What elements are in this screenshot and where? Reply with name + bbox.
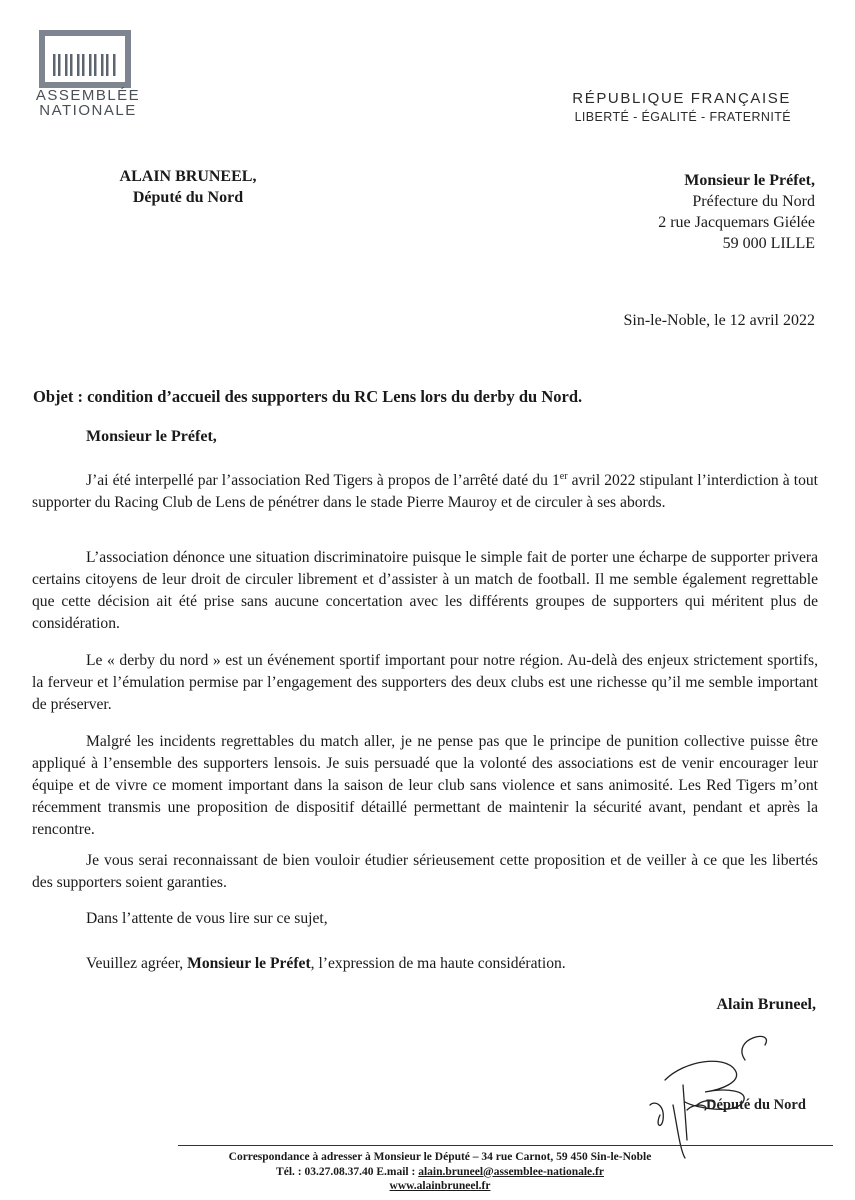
closing-formula-part-2: , l’expression de ma haute considération. [310, 955, 566, 972]
signature-role: Député du Nord [706, 1097, 806, 1113]
paragraph-2-text: L’association dénonce une situation discriminatoire puisque le simple fait de porter une écharpe de supporter privera certains citoyens de leur droit de circuler librement et d’assister à un match de football. Il me semble également regrettable que cette décision ait été prise sans aucune concertation avec les différents groupes de supporters qui méritent plus de considération. [32, 549, 818, 632]
handwritten-signature [625, 1030, 785, 1160]
republic-title: RÉPUBLIQUE FRANÇAISE [572, 90, 791, 107]
paragraph-5-text: Je vous serai reconnaissant de bien vouloir étudier sérieusement cette proposition et de veiller à ce que les libertés des supporters soient garanties. [32, 852, 818, 891]
logo-line-2: NATIONALE [39, 102, 137, 119]
paragraph-3-text: Le « derby du nord » est un événement sportif important pour notre région. Au-delà des enjeux strictement sportifs, la ferveur et l’émulation permise par l’engagement des supporters des deux clubs est une richesse qu’il me semble important de préserver. [32, 652, 818, 713]
recipient-line-2: 2 rue Jacquemars Giélée [658, 214, 815, 231]
paragraph-5 [32, 850, 818, 894]
footer-contact [140, 1165, 740, 1180]
footer-address: Correspondance à adresser à Monsieur le Député – 34 rue Carnot, 59 450 Sin-le-Noble [228, 1151, 652, 1163]
paragraph-3 [32, 650, 818, 716]
recipient-block [658, 170, 815, 254]
republique-header [572, 90, 791, 124]
footer [140, 1150, 740, 1194]
recipient-line-1: Préfecture du Nord [692, 193, 815, 210]
closing-formula [86, 955, 566, 973]
closing-formula-bold: Monsieur le Préfet [187, 955, 311, 972]
paragraph-1-part-1: J’ai été interpellé par l’association Red Tigers à propos de l’arrêté daté du 1 [86, 472, 560, 490]
logo-line-1: ASSEMBLÉE [35, 87, 141, 104]
logo-text [28, 88, 148, 118]
paragraph-1 [32, 466, 818, 514]
letter-date: Sin-le-Noble, le 12 avril 2022 [623, 312, 815, 329]
closing-formula-part-1: Veuillez agréer, [86, 955, 188, 972]
sender-name: ALAIN BRUNEEL, [119, 168, 257, 185]
sender-title: Député du Nord [132, 189, 244, 206]
footer-phone: Tél. : 03.27.08.37.40 E.mail : [276, 1165, 419, 1178]
paragraph-1-part-2: avril 2022 stipulant l’interdiction à tout supporter du Racing Club de Lens de pénétrer dans le stade Pierre Mauroy et de circuler à ses abords. [32, 472, 818, 512]
footer-website-link[interactable]: www.alainbruneel.fr [389, 1180, 491, 1192]
footer-divider [178, 1145, 833, 1146]
sender-block [108, 166, 268, 208]
salutation: Monsieur le Préfet, [86, 428, 217, 445]
republic-motto: LIBERTÉ - ÉGALITÉ - FRATERNITÉ [574, 110, 791, 124]
paragraph-2 [32, 547, 818, 635]
closing-attente: Dans l’attente de vous lire sur ce sujet, [86, 910, 328, 927]
recipient-line-3: 59 000 LILLE [722, 235, 815, 252]
paragraph-1-superscript: er [559, 471, 568, 482]
paragraph-4 [32, 731, 818, 841]
recipient-title: Monsieur le Préfet, [684, 172, 815, 189]
letter-subject: Objet : condition d’accueil des supporters du RC Lens lors du derby du Nord. [33, 387, 583, 406]
assemblee-nationale-logo [39, 30, 131, 88]
paragraph-4-text: Malgré les incidents regrettables du match aller, je ne pense pas que le principe de punition collective puisse être appliqué à l’ensemble des supporters lensois. Je suis persuadé que la volonté des associations est de venir encourager leur équipe et de vivre ce moment important dans la saison de leur club sans violence et sans animosité. Les Red Tigers m’ont récemment transmis une proposition de dispositif détaillé permettant de maintenir la sécurité avant, pendant et après la rencontre. [32, 733, 818, 838]
signature-name: Alain Bruneel, [716, 996, 816, 1013]
footer-email-link[interactable]: alain.bruneel@assemblee-nationale.fr [418, 1165, 604, 1178]
